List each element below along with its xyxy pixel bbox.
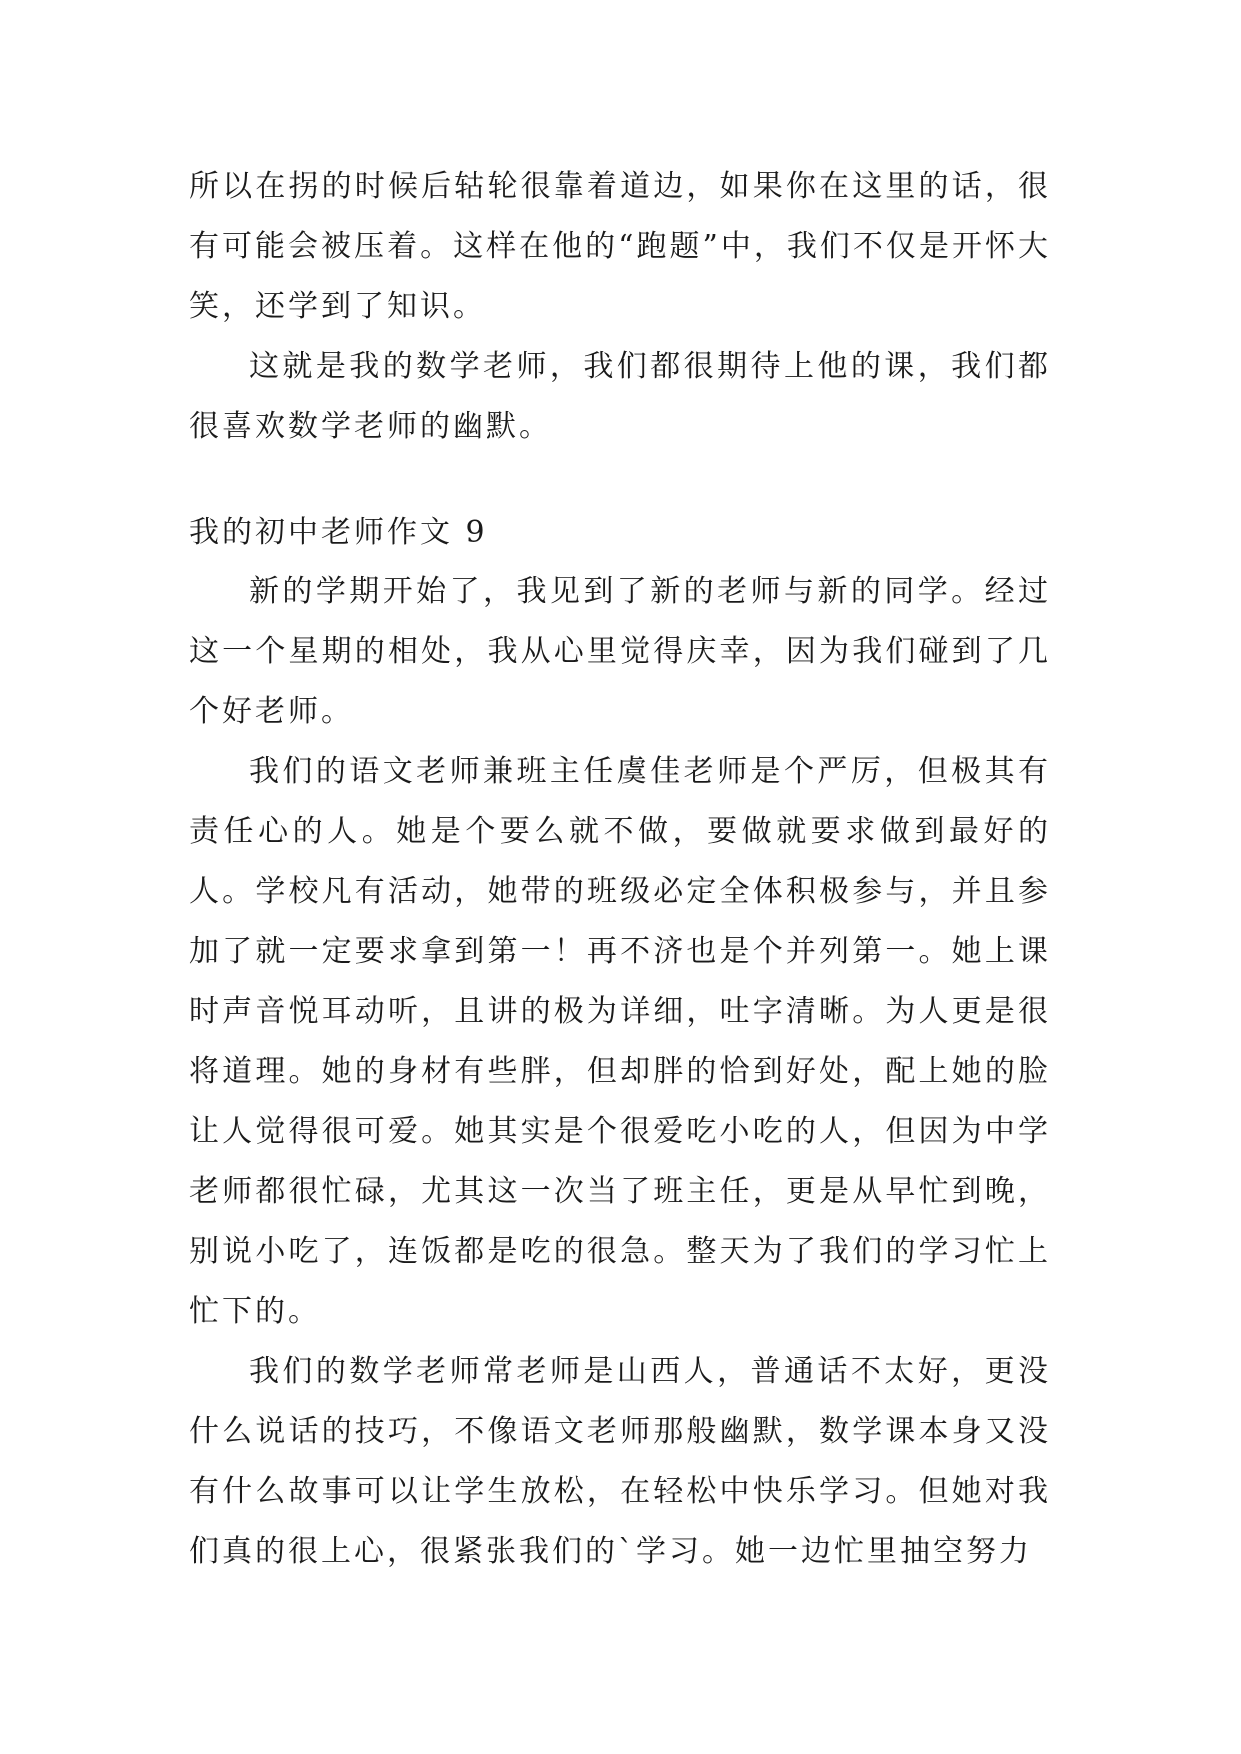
body-paragraph-3: 我们的数学老师常老师是山西人，普通话不太好，更没什么说话的技巧，不像语文老师那般幽默，数学课本身又没有什么故事可以让学生放松，在轻松中快乐学习。但她对我们真的很上心，很紧张我们的`学习。她一边忙里抽空努力 <box>189 1354 1051 1569</box>
body-paragraph-2: 我们的语文老师兼班主任虞佳老师是个严厉，但极其有责任心的人。她是个要么就不做，要做就要求做到最好的人。学校凡有活动，她带的班级必定全体积极参与，并且参加了就一定要求拿到第一！再不济也是个并列第一。她上课时声音悦耳动听，且讲的极为详细，吐字清晰。为人更是很将道理。她的身材有些胖，但却胖的恰到好处，配上她的脸让人觉得很可爱。她其实是个很爱吃小吃的人，但因为中学老师都很忙碌，尤其这一次当了班主任，更是从早忙到晚，别说小吃了，连饭都是吃的很急。整天为了我们的学习忙上忙下的。 <box>189 754 1051 1329</box>
body-paragraph-1: 新的学期开始了，我见到了新的老师与新的同学。经过这一个星期的相处，我从心里觉得庆幸，因为我们碰到了几个好老师。 <box>189 574 1051 729</box>
closing-paragraph: 这就是我的数学老师，我们都很期待上他的课，我们都很喜欢数学老师的幽默。 <box>189 349 1051 444</box>
previous-essay-ending <box>189 157 1051 457</box>
essay-body <box>189 562 1051 1582</box>
essay-heading-block <box>189 503 1051 563</box>
section-title: 我的初中老师作文 9 <box>189 515 488 550</box>
continued-paragraph: 所以在拐的时候后轱轮很靠着道边，如果你在这里的话，很有可能会被压着。这样在他的“跑题”中，我们不仅是开怀大笑，还学到了知识。 <box>189 169 1051 324</box>
